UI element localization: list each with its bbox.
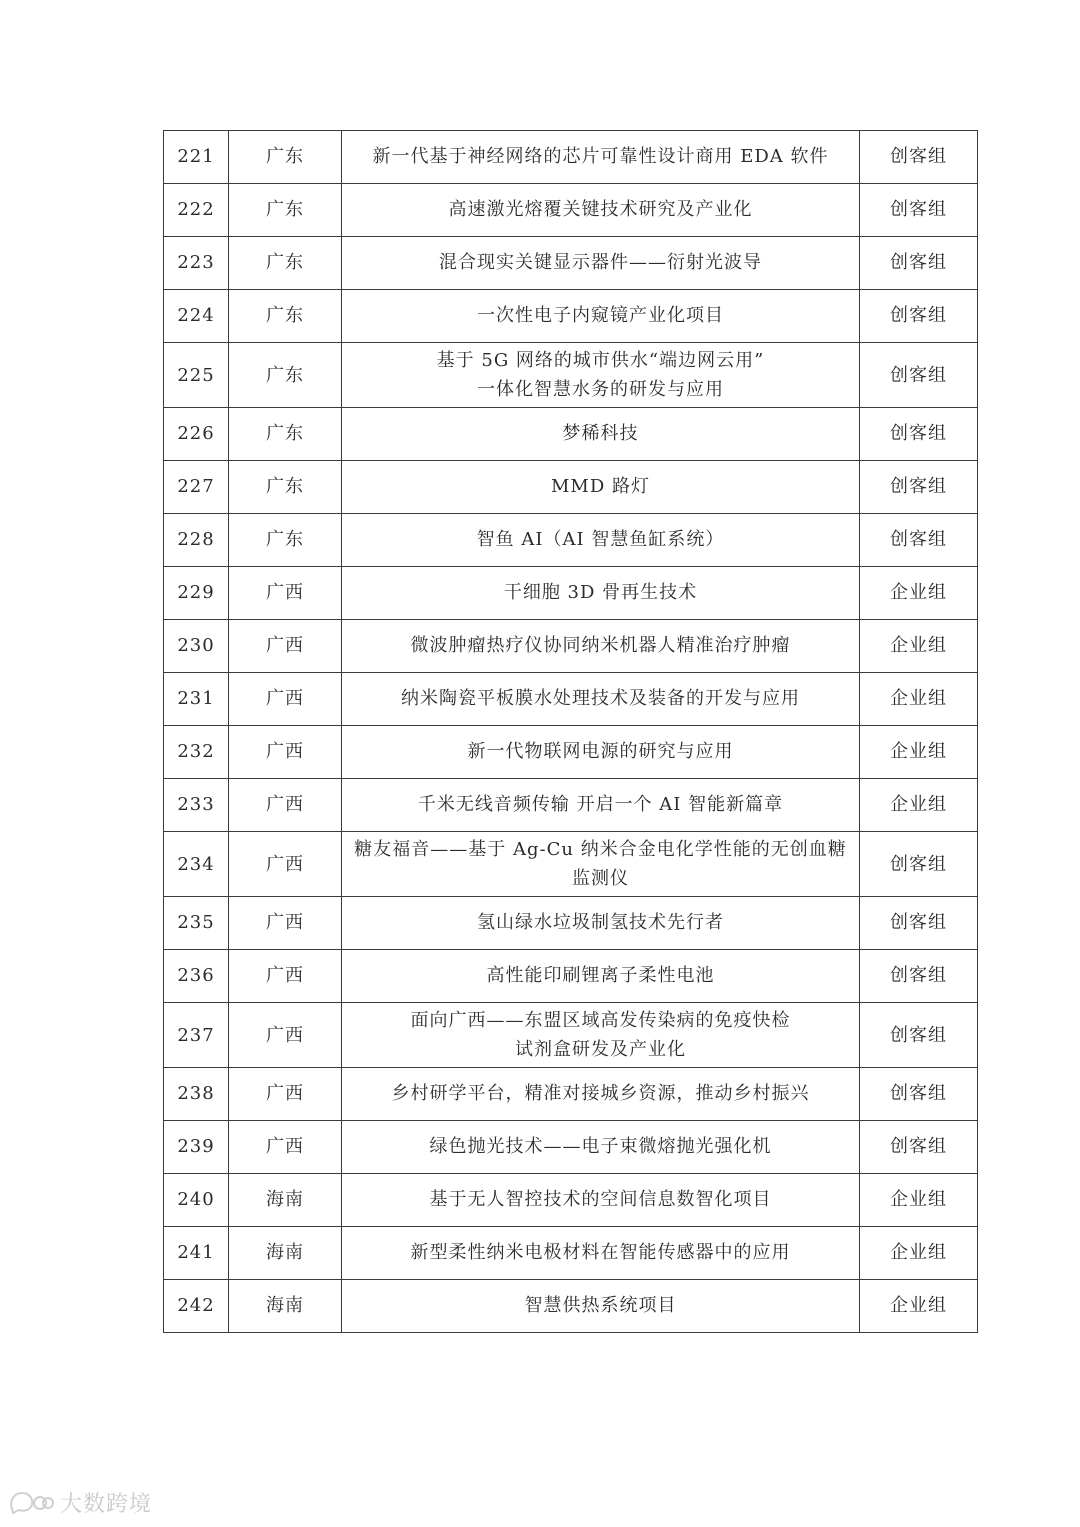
row-number-cell: 234 xyxy=(164,832,229,897)
project-name-line: 新一代物联网电源的研究与应用 xyxy=(467,741,734,762)
project-name-line: 一体化智慧水务的研发与应用 xyxy=(477,379,724,400)
row-number-cell: 224 xyxy=(164,290,229,343)
project-name-cell xyxy=(342,897,860,950)
group-cell: 创客组 xyxy=(860,514,978,567)
table-row xyxy=(164,1174,978,1227)
province-cell: 海南 xyxy=(229,1174,342,1227)
row-number-cell: 232 xyxy=(164,726,229,779)
row-number-cell: 233 xyxy=(164,779,229,832)
province-cell: 广东 xyxy=(229,237,342,290)
group-cell: 企业组 xyxy=(860,1280,978,1333)
group-cell: 创客组 xyxy=(860,832,978,897)
table-row xyxy=(164,897,978,950)
group-cell: 创客组 xyxy=(860,1121,978,1174)
watermark xyxy=(8,1487,152,1517)
project-name-line: 微波肿瘤热疗仪协同纳米机器人精准治疗肿瘤 xyxy=(410,635,791,656)
project-name-cell xyxy=(342,290,860,343)
group-cell: 企业组 xyxy=(860,1174,978,1227)
project-name-cell xyxy=(342,131,860,184)
table-row xyxy=(164,184,978,237)
group-cell: 创客组 xyxy=(860,897,978,950)
group-cell: 创客组 xyxy=(860,461,978,514)
project-name-cell xyxy=(342,832,860,897)
group-cell: 企业组 xyxy=(860,567,978,620)
project-name-cell xyxy=(342,1280,860,1333)
province-cell: 广东 xyxy=(229,408,342,461)
row-number-cell: 226 xyxy=(164,408,229,461)
project-name-line: 千米无线音频传输 开启一个 AI 智能新篇章 xyxy=(417,794,784,815)
group-cell: 创客组 xyxy=(860,1003,978,1068)
project-name-line: 绿色抛光技术——电子束微熔抛光强化机 xyxy=(429,1136,772,1157)
project-name-line: 氢山绿水垃圾制氢技术先行者 xyxy=(477,912,724,933)
table-row xyxy=(164,343,978,408)
project-name-cell xyxy=(342,1003,860,1068)
province-cell: 广东 xyxy=(229,290,342,343)
project-name-cell xyxy=(342,237,860,290)
project-name-line: 混合现实关键显示器件——衍射光波导 xyxy=(439,252,762,273)
province-cell: 广东 xyxy=(229,461,342,514)
project-name-line: 新型柔性纳米电极材料在智能传感器中的应用 xyxy=(410,1242,791,1263)
project-name-cell xyxy=(342,461,860,514)
project-name-line: 新一代基于神经网络的芯片可靠性设计商用 EDA 软件 xyxy=(372,146,829,167)
group-cell: 创客组 xyxy=(860,408,978,461)
project-name-cell xyxy=(342,950,860,1003)
project-name-cell xyxy=(342,343,860,408)
row-number-cell: 231 xyxy=(164,673,229,726)
project-name-cell xyxy=(342,1227,860,1280)
group-cell: 企业组 xyxy=(860,726,978,779)
province-cell: 广东 xyxy=(229,514,342,567)
row-number-cell: 240 xyxy=(164,1174,229,1227)
project-name-line: 乡村研学平台，精准对接城乡资源，推动乡村振兴 xyxy=(391,1083,810,1104)
table-row xyxy=(164,1121,978,1174)
province-cell: 广西 xyxy=(229,779,342,832)
row-number-cell: 221 xyxy=(164,131,229,184)
row-number-cell: 236 xyxy=(164,950,229,1003)
province-cell: 广西 xyxy=(229,726,342,779)
project-name-line: 高性能印刷锂离子柔性电池 xyxy=(486,965,715,986)
province-cell: 广东 xyxy=(229,343,342,408)
project-name-line: 智慧供热系统项目 xyxy=(524,1295,677,1316)
province-cell: 广西 xyxy=(229,673,342,726)
project-name-line: 干细胞 3D 骨再生技术 xyxy=(503,582,698,603)
row-number-cell: 222 xyxy=(164,184,229,237)
province-cell: 广西 xyxy=(229,1068,342,1121)
group-cell: 创客组 xyxy=(860,184,978,237)
project-name-line: 基于 5G 网络的城市供水“端边网云用” xyxy=(436,350,765,371)
group-cell: 创客组 xyxy=(860,343,978,408)
table-row xyxy=(164,673,978,726)
row-number-cell: 227 xyxy=(164,461,229,514)
table-row xyxy=(164,779,978,832)
group-cell: 创客组 xyxy=(860,1068,978,1121)
province-cell: 广西 xyxy=(229,1003,342,1068)
row-number-cell: 238 xyxy=(164,1068,229,1121)
row-number-cell: 237 xyxy=(164,1003,229,1068)
project-name-line: 基于无人智控技术的空间信息数智化项目 xyxy=(429,1189,772,1210)
speech-bubble-logo-icon xyxy=(8,1489,54,1515)
project-name-line: 纳米陶瓷平板膜水处理技术及装备的开发与应用 xyxy=(401,688,800,709)
row-number-cell: 229 xyxy=(164,567,229,620)
province-cell: 广东 xyxy=(229,184,342,237)
project-name-cell xyxy=(342,620,860,673)
project-name-line: 梦稀科技 xyxy=(562,423,639,444)
project-name-line: 监测仪 xyxy=(572,868,629,889)
project-name-line: 糖友福音——基于 Ag-Cu 纳米合金电化学性能的无创血糖 xyxy=(354,839,847,860)
project-name-line: MMD 路灯 xyxy=(550,476,650,497)
table-row xyxy=(164,514,978,567)
row-number-cell: 239 xyxy=(164,1121,229,1174)
table-row xyxy=(164,408,978,461)
table-row xyxy=(164,620,978,673)
project-name-cell xyxy=(342,726,860,779)
province-cell: 广西 xyxy=(229,620,342,673)
row-number-cell: 228 xyxy=(164,514,229,567)
table-row xyxy=(164,1280,978,1333)
project-name-cell xyxy=(342,1068,860,1121)
row-number-cell: 230 xyxy=(164,620,229,673)
project-name-line: 一次性电子内窥镜产业化项目 xyxy=(477,305,724,326)
row-number-cell: 241 xyxy=(164,1227,229,1280)
group-cell: 企业组 xyxy=(860,673,978,726)
group-cell: 创客组 xyxy=(860,131,978,184)
table-row xyxy=(164,1003,978,1068)
group-cell: 企业组 xyxy=(860,620,978,673)
table-row xyxy=(164,237,978,290)
project-table xyxy=(163,130,978,1333)
project-name-cell xyxy=(342,1174,860,1227)
watermark-text: 大数跨境 xyxy=(60,1491,153,1517)
row-number-cell: 242 xyxy=(164,1280,229,1333)
row-number-cell: 225 xyxy=(164,343,229,408)
project-name-cell xyxy=(342,567,860,620)
project-name-cell xyxy=(342,1121,860,1174)
project-name-cell xyxy=(342,184,860,237)
project-name-line: 试剂盒研发及产业化 xyxy=(515,1039,686,1060)
province-cell: 广西 xyxy=(229,897,342,950)
group-cell: 企业组 xyxy=(860,1227,978,1280)
table-row xyxy=(164,290,978,343)
group-cell: 企业组 xyxy=(860,779,978,832)
province-cell: 广西 xyxy=(229,832,342,897)
project-name-line: 高速激光熔覆关键技术研究及产业化 xyxy=(448,199,753,220)
table-body xyxy=(164,131,978,1333)
table-row xyxy=(164,567,978,620)
group-cell: 创客组 xyxy=(860,950,978,1003)
table-row xyxy=(164,726,978,779)
group-cell: 创客组 xyxy=(860,237,978,290)
project-name-line: 面向广西——东盟区域高发传染病的免疫快检 xyxy=(410,1010,791,1031)
table-row xyxy=(164,950,978,1003)
project-name-cell xyxy=(342,779,860,832)
table-row xyxy=(164,1068,978,1121)
province-cell: 广西 xyxy=(229,567,342,620)
project-name-cell xyxy=(342,408,860,461)
table-row xyxy=(164,1227,978,1280)
table-row xyxy=(164,131,978,184)
project-name-cell xyxy=(342,673,860,726)
province-cell: 海南 xyxy=(229,1227,342,1280)
table-row xyxy=(164,461,978,514)
project-name-cell xyxy=(342,514,860,567)
row-number-cell: 235 xyxy=(164,897,229,950)
province-cell: 广西 xyxy=(229,950,342,1003)
project-name-line: 智鱼 AI（AI 智慧鱼缸系统） xyxy=(476,529,725,550)
province-cell: 广东 xyxy=(229,131,342,184)
row-number-cell: 223 xyxy=(164,237,229,290)
province-cell: 海南 xyxy=(229,1280,342,1333)
table-row xyxy=(164,832,978,897)
group-cell: 创客组 xyxy=(860,290,978,343)
province-cell: 广西 xyxy=(229,1121,342,1174)
